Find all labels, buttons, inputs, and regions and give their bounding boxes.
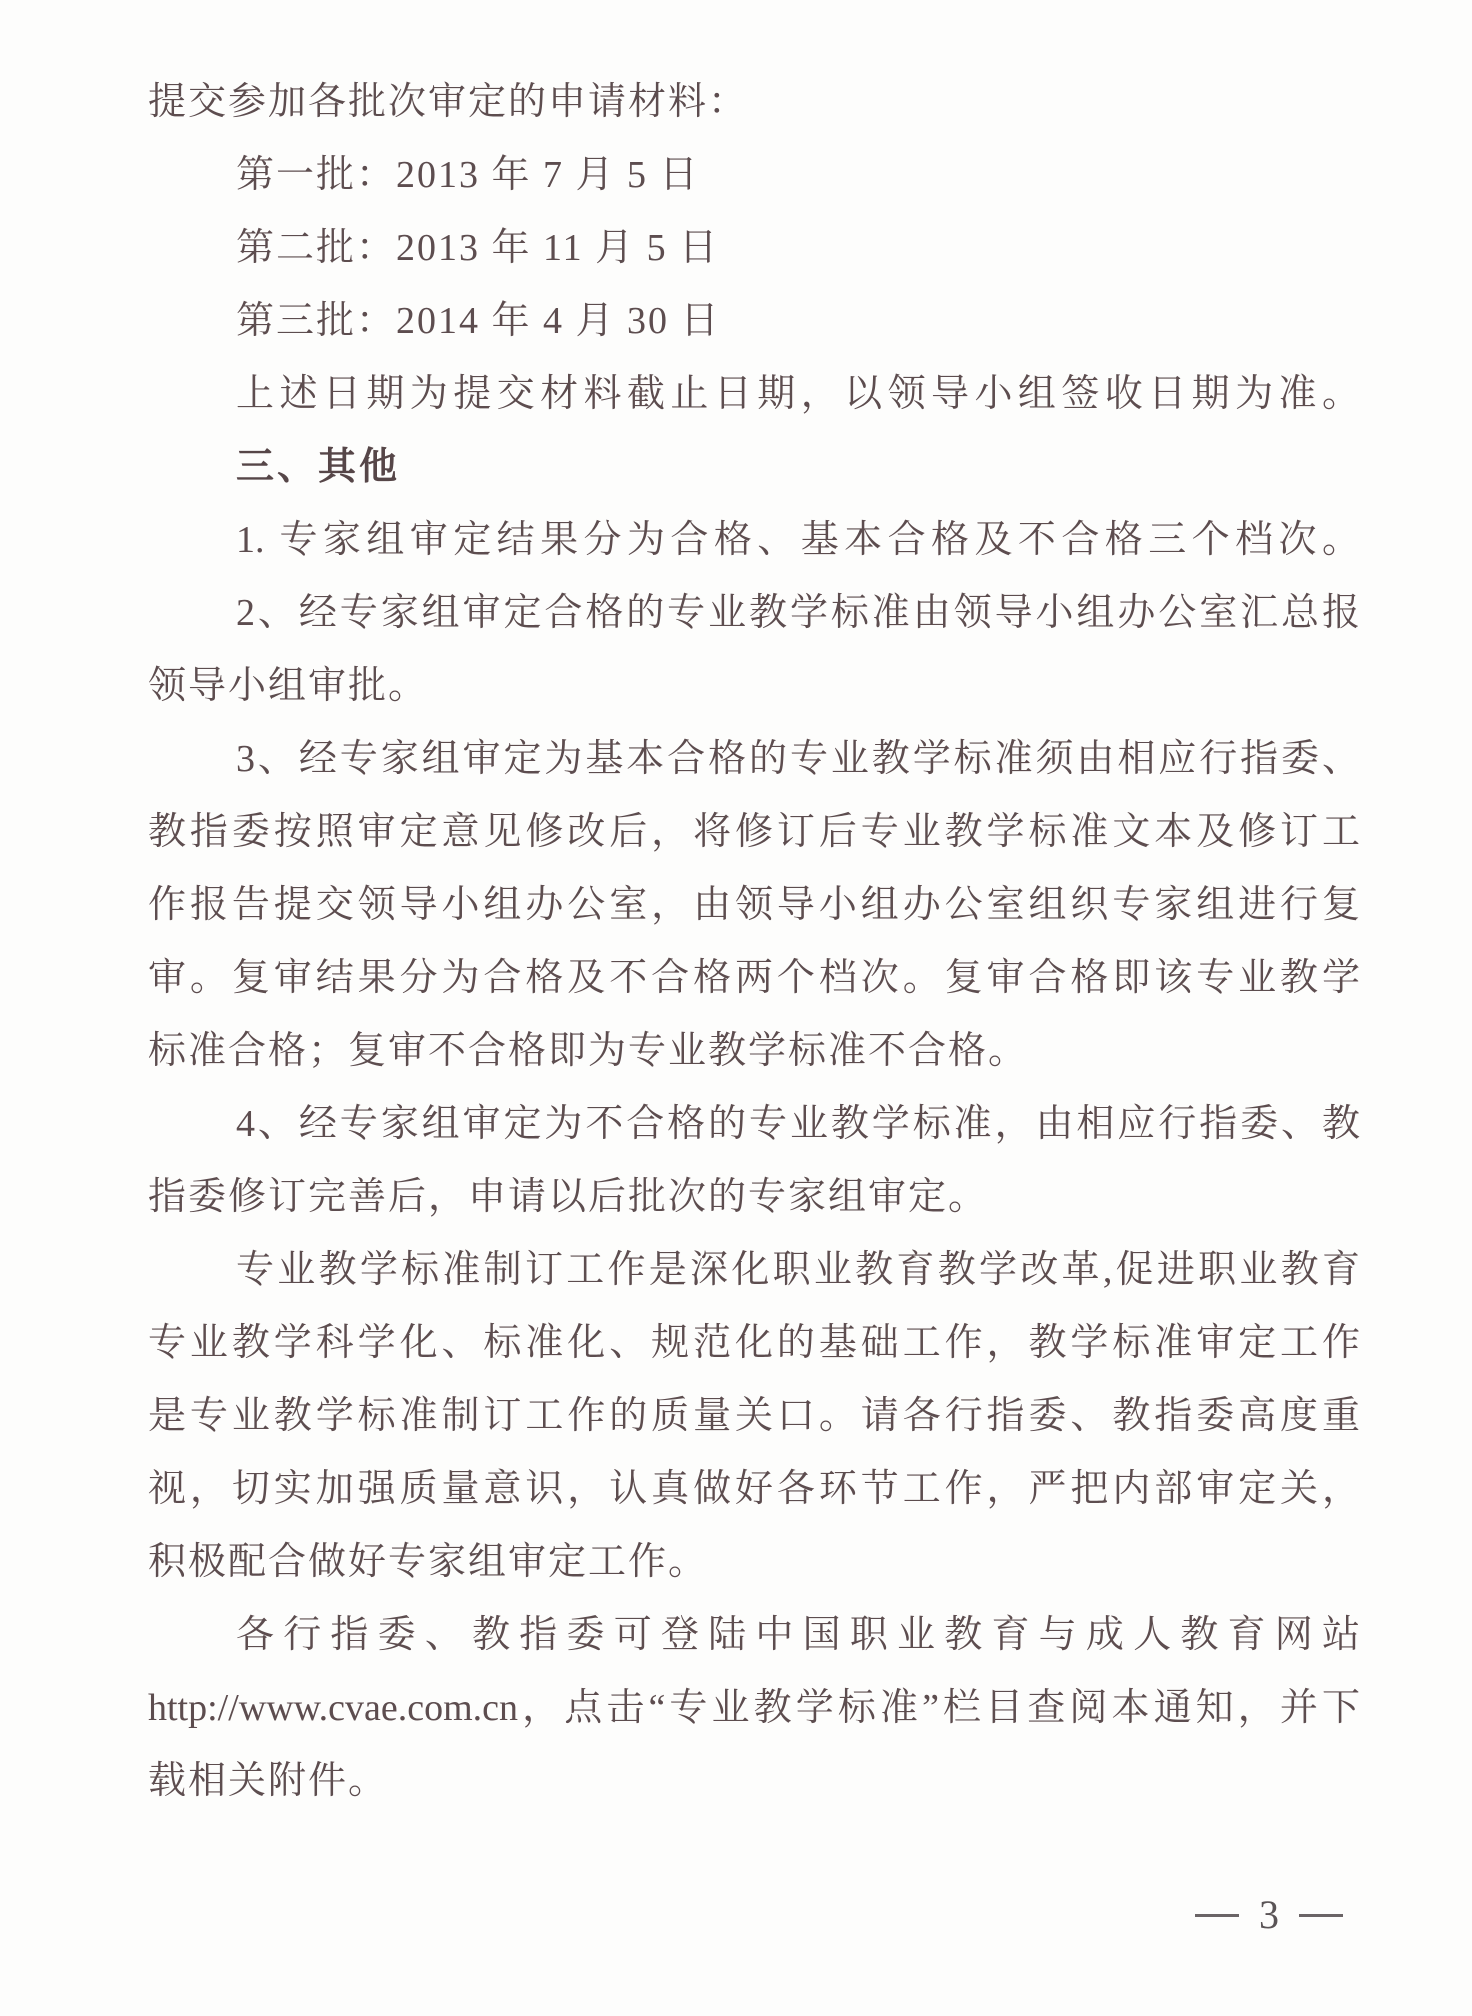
text-line: 积极配合做好专家组审定工作。 (148, 1541, 709, 1583)
text-line: 4、经专家组审定为不合格的专业教学标准，由相应行指委、教 (236, 1103, 1360, 1145)
text-line: 2、经专家组审定合格的专业教学标准由领导小组办公室汇总报 (236, 592, 1360, 634)
text-line: 专业教学科学化、标准化、规范化的基础工作，教学标准审定工作 (148, 1322, 1360, 1364)
text-line: 第二批：2013 年 11 月 5 日 (236, 227, 720, 269)
text-line: http://www.cvae.com.cn，点击“专业教学标准”栏目查阅本通知，并下 (148, 1687, 1360, 1729)
text-line: 作报告提交领导小组办公室，由领导小组办公室组织专家组进行复 (148, 884, 1360, 926)
text-line: 3、经专家组审定为基本合格的专业教学标准须由相应行指委、 (236, 738, 1360, 780)
text-line: 教指委按照审定意见修改后，将修订后专业教学标准文本及修订工 (148, 811, 1360, 853)
text-line: 第三批：2014 年 4 月 30 日 (236, 300, 721, 342)
page-number: 3 (1259, 1892, 1279, 1937)
footer-dash-right (1299, 1914, 1343, 1917)
text-line: 各行指委、教指委可登陆中国职业教育与成人教育网站 (236, 1614, 1360, 1656)
text-line: 上述日期为提交材料截止日期，以领导小组签收日期为准。 (236, 373, 1360, 415)
document-body (148, 66, 1360, 1818)
footer-dash-left (1195, 1914, 1239, 1917)
text-line: 标准合格；复审不合格即为专业教学标准不合格。 (148, 1030, 1029, 1072)
text-line: 1. 专家组审定结果分为合格、基本合格及不合格三个档次。 (236, 519, 1360, 561)
section-heading: 三、其他 (236, 446, 401, 488)
page-footer (1195, 1893, 1343, 1937)
text-line: 载相关附件。 (148, 1760, 389, 1802)
text-line: 指委修订完善后，申请以后批次的专家组审定。 (148, 1176, 989, 1218)
text-line: 提交参加各批次审定的申请材料： (148, 81, 749, 123)
text-line: 领导小组审批。 (148, 665, 429, 707)
text-line: 审。复审结果分为合格及不合格两个档次。复审合格即该专业教学 (148, 957, 1360, 999)
text-line: 是专业教学标准制订工作的质量关口。请各行指委、教指委高度重 (148, 1395, 1360, 1437)
text-line: 第一批：2013 年 7 月 5 日 (236, 154, 700, 196)
text-line: 视，切实加强质量意识，认真做好各环节工作，严把内部审定关， (148, 1468, 1360, 1510)
text-line: 专业教学标准制订工作是深化职业教育教学改革,促进职业教育 (236, 1249, 1360, 1291)
